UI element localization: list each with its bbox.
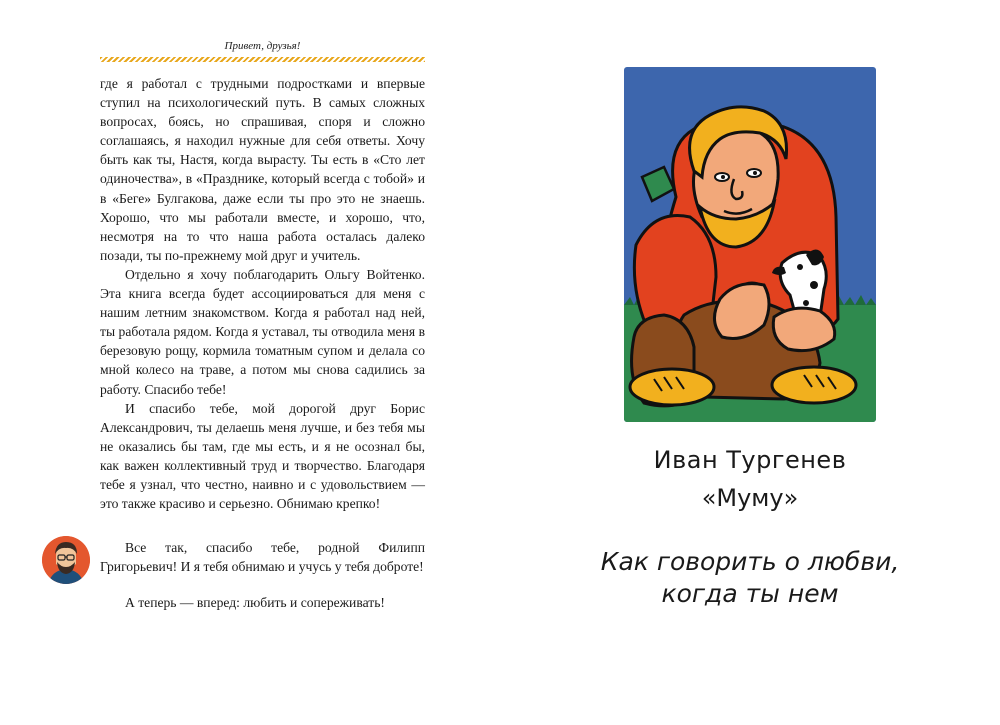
avatar-portrait [42,536,90,584]
closing-paragraph-1: Все так, спасибо тебе, родной Филипп Григорьевич! И я тебя обнимаю и учусь у тебя доброте! [100,540,425,575]
paragraph-2: Отдельно я хочу поблагодарить Ольгу Войтенко. Эта книга всегда будет ассоциироваться для меня с нашим летним знакомством. Когда я работал над ней, ты работала рядом. Когда я уставал, ты отводила меня в березовую рощу, кормила томатным супом и делала со мной колесо на траве, а потом мы снова садились за работу. Спасибо тебе! [100,266,425,397]
paragraph-3: И спасибо тебе, мой дорогой друг Борис Александрович, ты делаешь меня лучше, и без тебя мы не оказались бы там, где мы есть, и я не осознал бы, как важен коллективный труд и творчество. Благодаря тебе я узнал, что честно, наивно и с удовольствием — это также красиво и серьезно. Обнимаю крепко! [100,400,425,512]
closing-paragraph-2: А теперь — вперед: любить и сопереживать! [125,595,385,611]
tagline-line-2: когда ты нем [661,579,839,608]
book-illustration [624,67,876,422]
book-title: «Муму» [701,484,799,512]
body-text [100,74,425,513]
tagline-line-1: Как говорить о любви, [600,547,900,576]
book-tagline [590,546,910,610]
running-header: Привет, друзья! [224,40,301,52]
header-divider [100,57,425,62]
book-author: Иван Тургенев [653,446,847,474]
paragraph-1: где я работал с трудными подростками и впервые ступил на психологический путь. В самых сложных вопросах, боясь, но спрашивая, споря и сложно соглашаясь, я находил нужные для себя ответы. Хочу быть как ты, Настя, когда вырасту. Ты есть в «Сто лет одиночества», в «Празднике, который всегда с тобой» и в «Беге» Булгакова, даже если ты про это не знаешь. Хорошо, что мы работали вместе, и хорошо, что, несмотря на то что наша работа осталась далеко позади, ты по-прежнему мой друг и учитель. [100,76,425,263]
gerasim-and-mumu-illustration [624,67,876,422]
closing-text [100,538,425,612]
author-avatar [42,536,90,584]
